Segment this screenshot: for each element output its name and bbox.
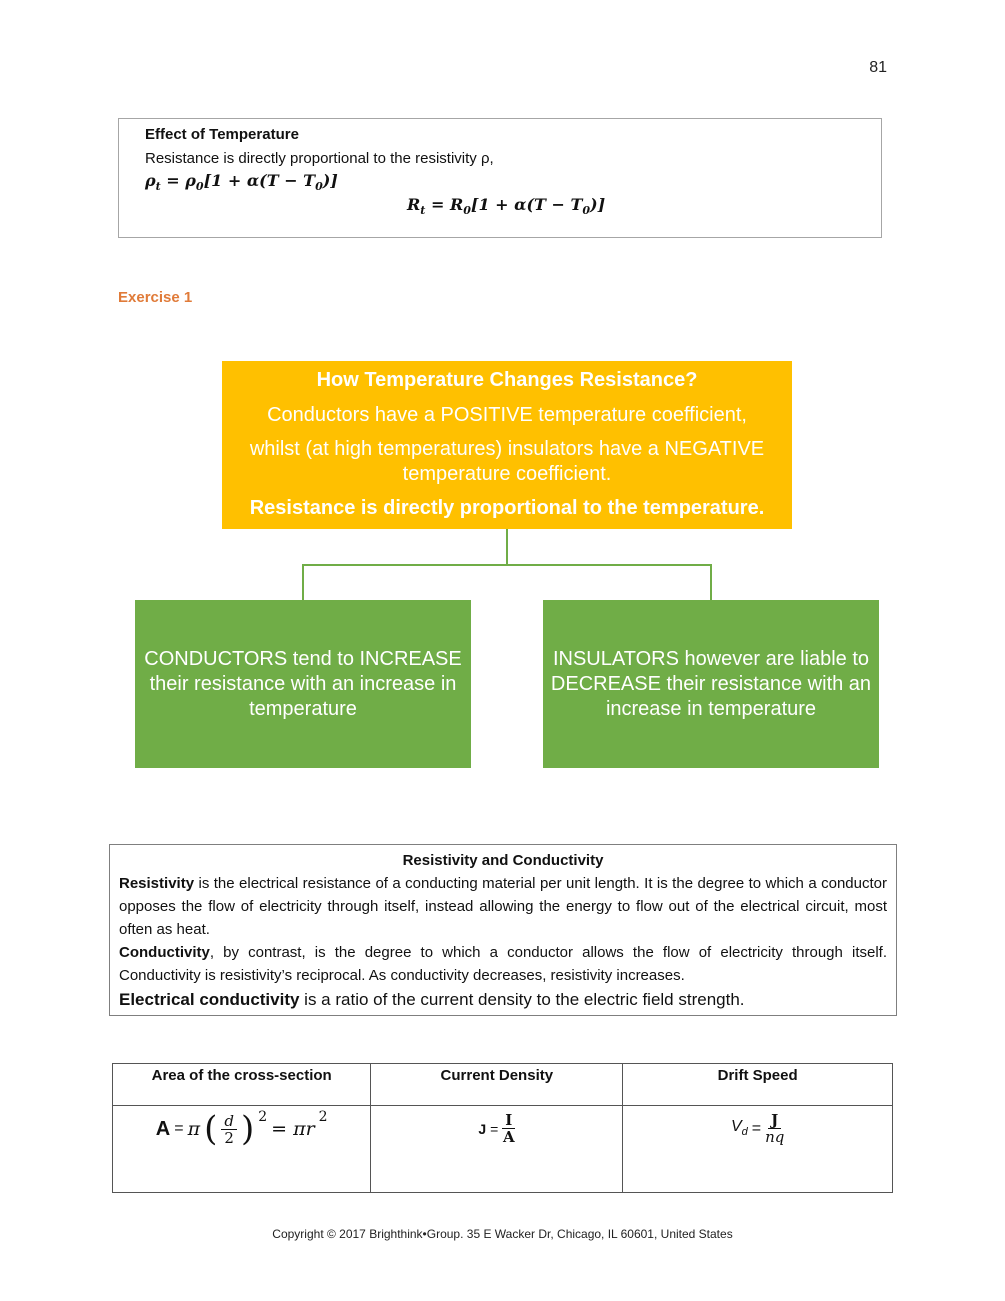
denominator: nq (765, 1128, 785, 1146)
diagram-conclusion: Resistance is directly proportional to the temperature. (249, 497, 765, 519)
eq-subscript: 0 (463, 204, 471, 218)
definition-text: is a ratio of the current density to the electric field strength. (299, 990, 745, 1009)
connector-line (302, 564, 712, 566)
eq-subscript: t (155, 180, 161, 194)
fraction (221, 1113, 237, 1146)
term: Resistivity (119, 875, 195, 892)
numerator: d (221, 1113, 237, 1130)
insulators-box: INSULATORS however are liable to DECREASE their resistance with an increase in temperature (543, 600, 879, 768)
eq-subscript: 0 (582, 204, 591, 218)
fraction (502, 1112, 515, 1145)
area-formula-cell (113, 1106, 371, 1193)
formula-lhs: $V_d$ (730, 1118, 748, 1139)
effect-of-temperature-title: Effect of Temperature (145, 126, 299, 143)
current-density-cell (371, 1106, 623, 1193)
exercise-heading: Exercise 1 (118, 289, 193, 306)
header-current-density: Current Density (371, 1064, 623, 1106)
exponent: 2 (318, 1109, 328, 1125)
numerator: J (768, 1112, 781, 1129)
conductivity-definition (119, 941, 887, 987)
header-area: Area of the cross-section (113, 1064, 371, 1106)
connector-line (710, 564, 712, 600)
drift-speed-cell (623, 1106, 893, 1193)
exponent: 2 (258, 1109, 268, 1125)
paren-close: ) (240, 1109, 255, 1149)
pi-symbol: π (187, 1118, 201, 1140)
formula-lhs: A (155, 1117, 171, 1140)
table-row (113, 1106, 893, 1193)
eq-subscript: 0 (195, 180, 204, 194)
paren-open: ( (204, 1109, 218, 1149)
denominator: A (502, 1128, 515, 1146)
connector-line (302, 564, 304, 600)
eq-body: [1 + α(T − T (203, 171, 316, 190)
eq-close: )] (590, 195, 606, 214)
eq-body: [1 + α(T − T (470, 195, 583, 214)
formula-lhs: J (478, 1120, 487, 1137)
effect-of-temperature-text: Resistance is directly proportional to the resistivity ρ, (145, 150, 494, 167)
eq-equals: = (160, 171, 186, 190)
definition-text: , by contrast, is the degree to which a conductor allows the flow of electricity through itself. Conductivity is resistivity’s reciprocal. As conductivity decreases, resistivity increases. (119, 944, 887, 984)
diagram-line-2: whilst (at high temperatures) insulators have a NEGATIVE temperature coefficient. (249, 438, 765, 485)
eq-equals: = (425, 195, 450, 214)
conductors-box: CONDUCTORS tend to INCREASE their resistance with an increase in temperature (135, 600, 471, 768)
eq-subscript: t (420, 204, 426, 218)
definition-text: is the electrical resistance of a conducting material per unit length. It is the degree to which a conductor opposes the flow of electricity through itself, instead allowing the energy to flow out of the electrical circuit, most often as heat. (119, 875, 887, 938)
connector-line (506, 529, 508, 566)
eq-symbol: ρ (185, 171, 196, 190)
term: Electrical conductivity (119, 990, 300, 1009)
eq-symbol: ρ (145, 171, 156, 190)
numerator: I (502, 1112, 515, 1129)
formula-equals: = (490, 1120, 499, 1137)
diagram-title: How Temperature Changes Resistance? (316, 369, 698, 391)
current-density-formula (478, 1112, 515, 1145)
electrical-conductivity-definition (119, 987, 887, 1013)
denominator: 2 (224, 1128, 234, 1147)
eq-subscript: 0 (315, 180, 323, 194)
header-drift-speed: Drift Speed (623, 1064, 893, 1106)
formula-equals: = (751, 1119, 762, 1137)
resistivity-definition (119, 872, 887, 941)
area-formula (155, 1109, 328, 1149)
eq-symbol: R (407, 195, 421, 214)
term: Conductivity (119, 944, 210, 961)
formula-rhs: = πr (271, 1118, 315, 1140)
eq-close: )] (322, 171, 338, 190)
table-header-row (113, 1064, 893, 1106)
diagram-top-box (222, 361, 792, 529)
drift-speed-formula (731, 1112, 784, 1145)
diagram-line-1: Conductors have a POSITIVE temperature coefficient, (267, 404, 747, 426)
resistance-equation (407, 195, 605, 217)
resistivity-equation (145, 171, 338, 193)
page-number: 81 (869, 59, 887, 76)
eq-symbol: R (449, 195, 464, 214)
resistivity-box-title: Resistivity and Conductivity (402, 852, 604, 869)
resistivity-conductivity-box (109, 844, 897, 1016)
copyright-footer: Copyright © 2017 Brighthink•Group. 35 E Wacker Dr, Chicago, IL 60601, United States (272, 1227, 733, 1241)
fraction (765, 1112, 784, 1145)
formula-equals: = (174, 1120, 184, 1137)
formula-table (112, 1063, 893, 1193)
